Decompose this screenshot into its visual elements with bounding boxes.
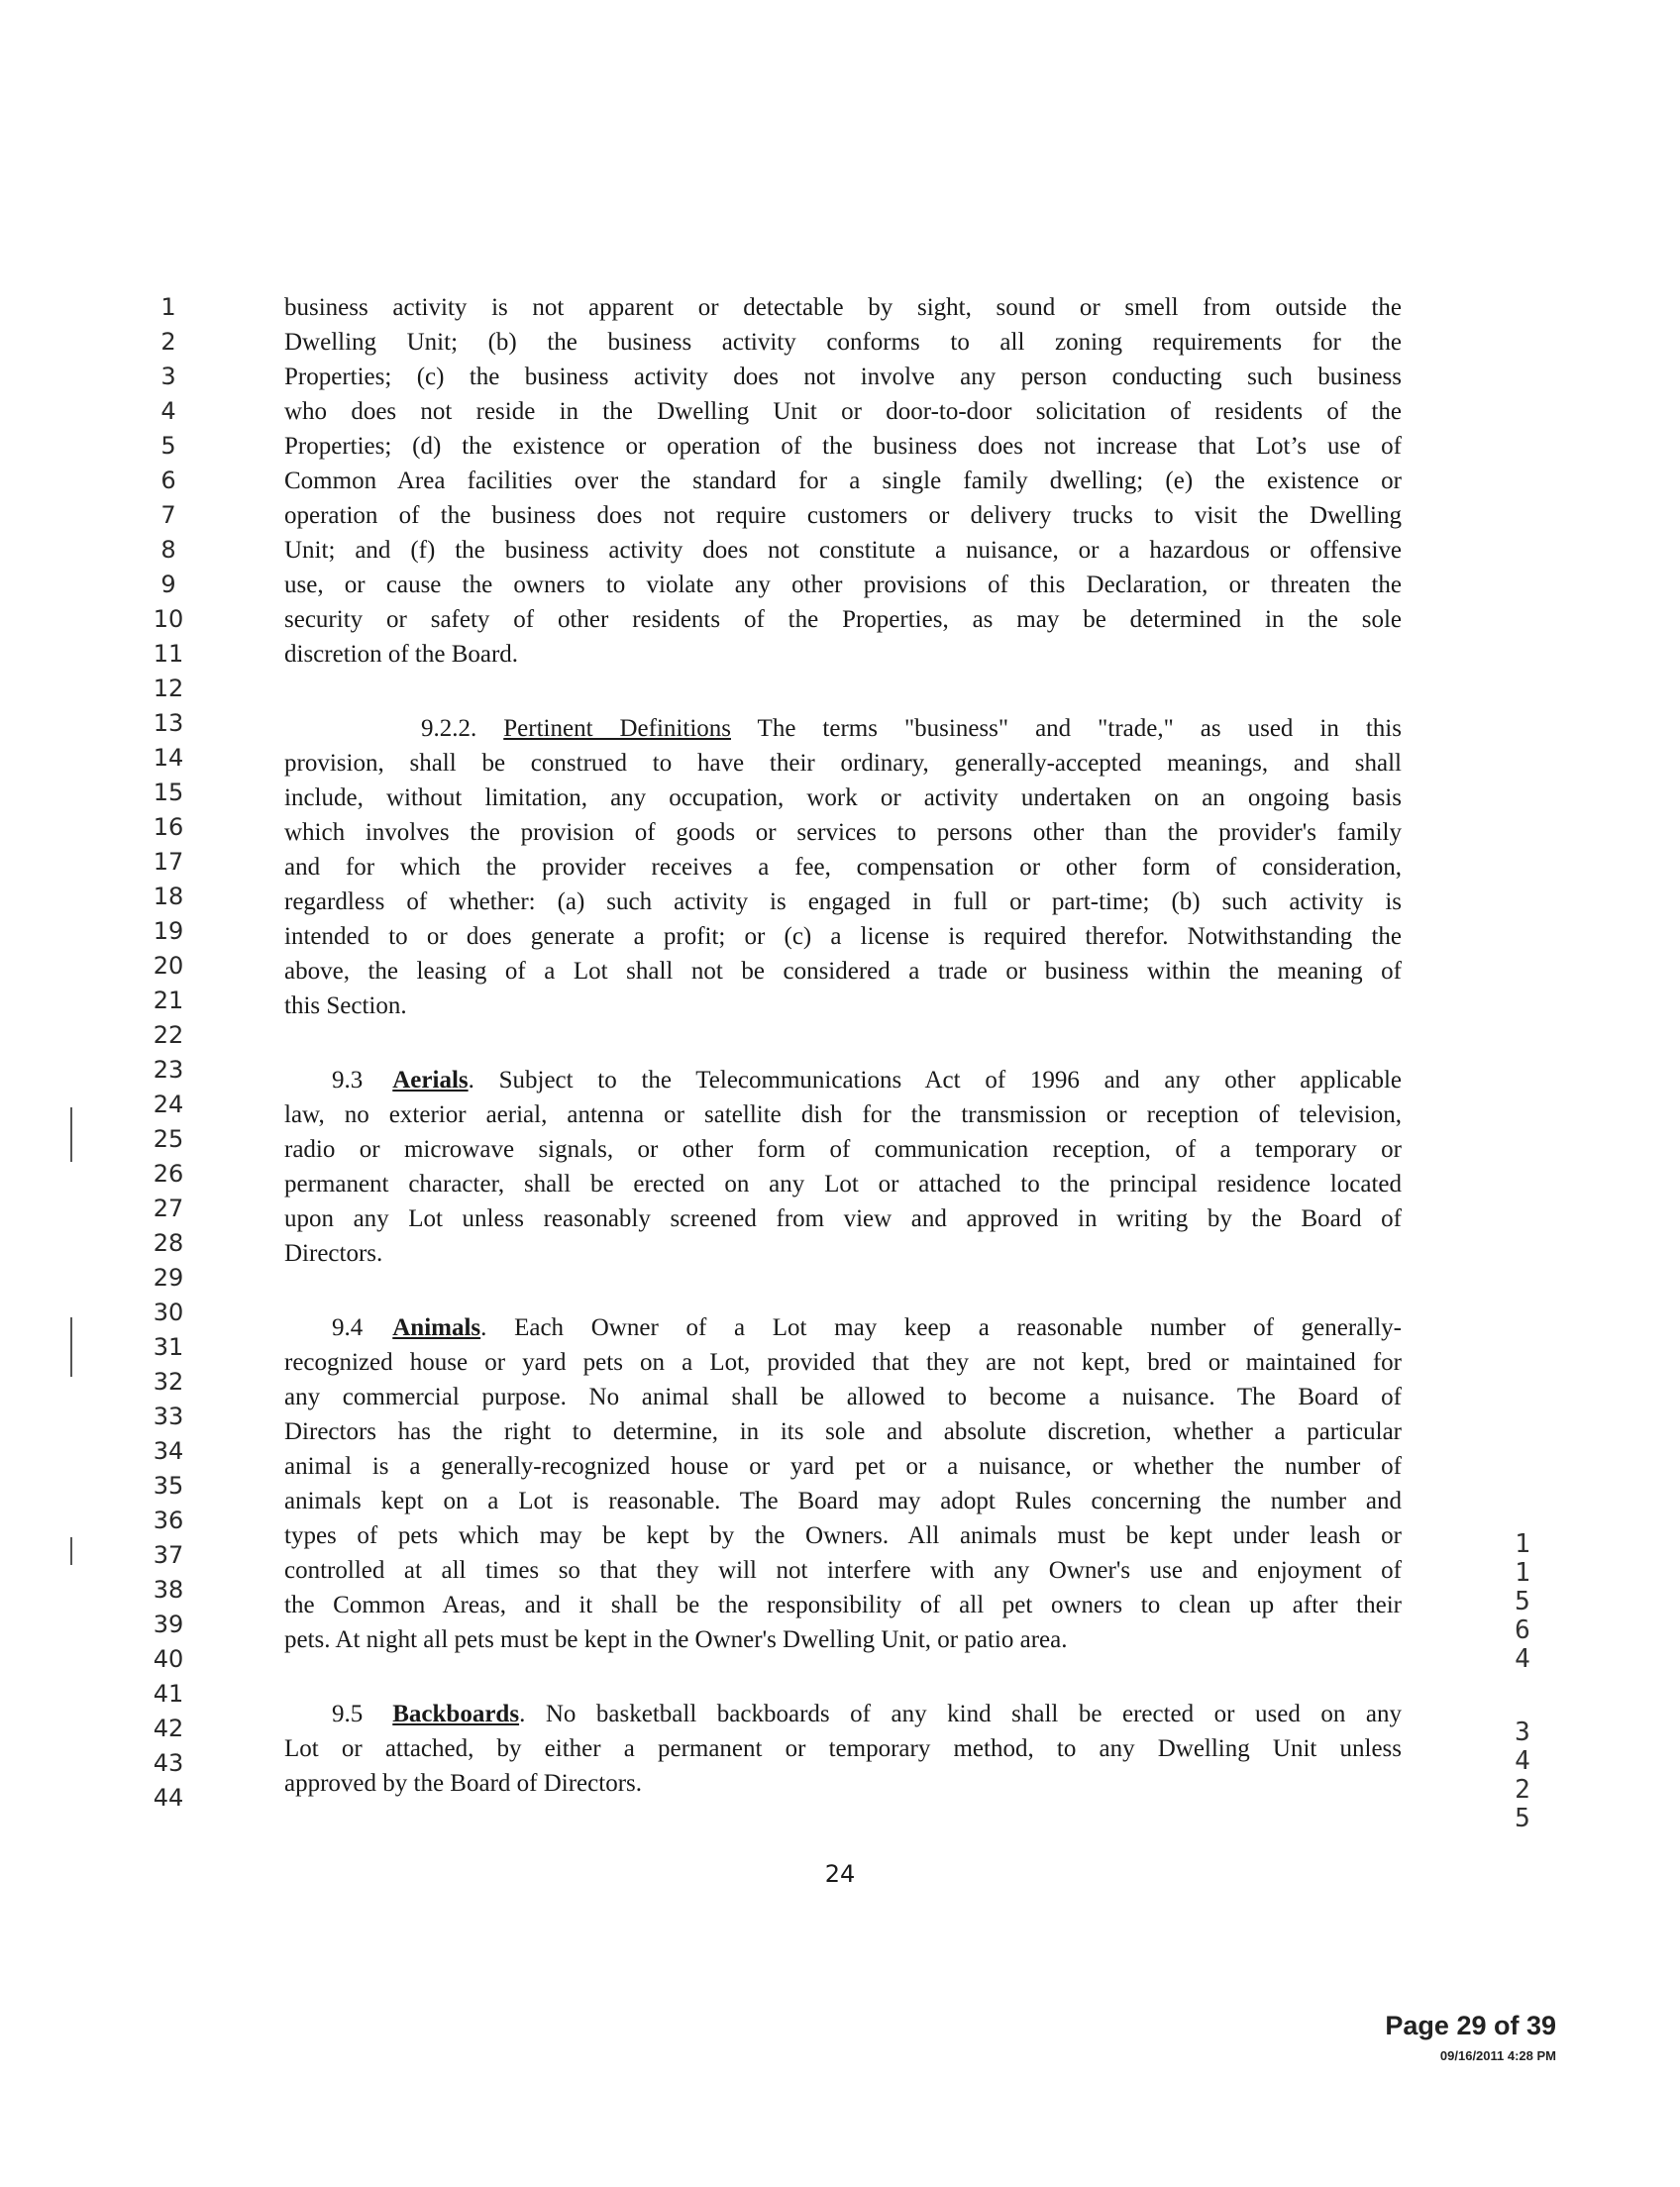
line-number: 20 <box>153 952 184 980</box>
text-line: Unit; and (f) the business activity does not constitute a nuisance, or a hazardous or offensive <box>284 537 1402 564</box>
line-number: 42 <box>153 1715 184 1742</box>
text-line: pets. At night all pets must be kept in the Owner's Dwelling Unit, or patio area. <box>284 1626 1068 1653</box>
text-line: and for which the provider receives a fee, compensation or other form of consideration, <box>284 854 1402 881</box>
text-line: security or safety of other residents of the Properties, as may be determined in the sole <box>284 606 1402 633</box>
text-line: Properties; (d) the existence or operation of the business does not increase that Lot’s use of <box>284 433 1402 460</box>
section-9-2-2-first-line <box>421 711 1402 746</box>
text-line: provision, shall be construed to have their ordinary, generally-accepted meanings, and shall <box>284 750 1402 777</box>
line-number: 11 <box>153 640 184 668</box>
stamp-digit: 3 <box>1515 1718 1530 1747</box>
section-heading: Aerials <box>392 1067 469 1094</box>
line-number: 18 <box>153 883 184 910</box>
line-number: 30 <box>153 1299 184 1326</box>
line-number: 24 <box>153 1091 184 1118</box>
stamp-digit: 5 <box>1515 1804 1530 1833</box>
line-number: 17 <box>153 848 184 876</box>
section-heading: Pertinent Definitions <box>503 715 731 742</box>
stamp-digit: 2 <box>1515 1775 1530 1805</box>
stamp-digit: 1 <box>1515 1529 1530 1559</box>
line-number: 25 <box>153 1125 184 1153</box>
line-number: 10 <box>153 605 184 633</box>
line-number: 22 <box>153 1021 184 1049</box>
line-number: 32 <box>153 1368 184 1396</box>
line-number: 23 <box>153 1056 184 1084</box>
text-line: include, without limitation, any occupation, work or activity undertaken on an ongoing basis <box>284 784 1402 811</box>
text-line: intended to or does generate a profit; or (c) a license is required therefor. Notwithstanding the <box>284 923 1402 950</box>
line-number: 3 <box>160 363 176 390</box>
text-line: approved by the Board of Directors. <box>284 1770 642 1797</box>
line-number: 26 <box>153 1160 184 1188</box>
page-number: 24 <box>824 1860 856 1888</box>
section-number: 9.3 <box>332 1067 364 1094</box>
line-number: 14 <box>153 744 184 772</box>
text-line: animal is a generally-recognized house or yard pet or a nuisance, or whether the number of <box>284 1453 1402 1480</box>
line-number: 37 <box>153 1541 184 1569</box>
footer-timestamp: 09/16/2011 4:28 PM <box>1439 2048 1556 2063</box>
stamp-digit: 6 <box>1515 1615 1530 1645</box>
footer-page-count: Page 29 of 39 <box>1385 2011 1556 2040</box>
text-line: business activity is not apparent or detectable by sight, sound or smell from outside the <box>284 294 1402 321</box>
line-number: 2 <box>160 328 176 356</box>
text-line: above, the leasing of a Lot shall not be considered a trade or business within the meaning of <box>284 958 1402 985</box>
section-9-5-first-line <box>332 1697 1402 1731</box>
text-line: regardless of whether: (a) such activity is engaged in full or part-time; (b) such activity is <box>284 888 1402 915</box>
line-number: 27 <box>153 1195 184 1222</box>
line-number: 40 <box>153 1645 184 1673</box>
text-line: which involves the provision of goods or services to persons other than the provider's family <box>284 819 1402 846</box>
text-line: law, no exterior aerial, antenna or satellite dish for the transmission or reception of television, <box>284 1101 1402 1128</box>
section-text: . No basketball backboards of any kind shall be erected or used on any <box>519 1701 1402 1727</box>
text-line: the Common Areas, and it shall be the responsibility of all pet owners to clean up after their <box>284 1592 1402 1618</box>
stamp-digit: 1 <box>1515 1558 1530 1588</box>
text-line: animals kept on a Lot is reasonable. The Board may adopt Rules concerning the number and <box>284 1488 1402 1514</box>
stamp-digit: 4 <box>1515 1644 1530 1674</box>
line-number: 39 <box>153 1611 184 1638</box>
text-line: discretion of the Board. <box>284 641 519 668</box>
section-text: . Each Owner of a Lot may keep a reasonable number of generally- <box>480 1314 1402 1341</box>
line-number: 16 <box>153 813 184 841</box>
line-number: 29 <box>153 1264 184 1292</box>
line-number: 4 <box>160 397 176 425</box>
section-text: The terms "business" and "trade," as used in this <box>757 715 1402 742</box>
line-number: 28 <box>153 1229 184 1257</box>
text-line: Directors. <box>284 1240 383 1267</box>
section-9-3-first-line <box>332 1063 1402 1097</box>
line-number: 36 <box>153 1507 184 1534</box>
line-number: 33 <box>153 1403 184 1430</box>
line-number: 41 <box>153 1680 184 1708</box>
line-number: 8 <box>160 536 176 564</box>
text-line: controlled at all times so that they will not interfere with any Owner's use and enjoyment of <box>284 1557 1402 1584</box>
text-line: Directors has the right to determine, in its sole and absolute discretion, whether a particular <box>284 1418 1402 1445</box>
line-number: 7 <box>160 501 176 529</box>
line-number: 21 <box>153 987 184 1014</box>
text-line: radio or microwave signals, or other form of communication reception, of a temporary or <box>284 1136 1402 1163</box>
section-number: 9.2.2. <box>421 715 477 742</box>
line-number: 34 <box>153 1437 184 1465</box>
line-number: 6 <box>160 467 176 494</box>
line-number: 38 <box>153 1576 184 1604</box>
line-number: 9 <box>160 571 176 598</box>
text-line: any commercial purpose. No animal shall be allowed to become a nuisance. The Board of <box>284 1384 1402 1410</box>
line-number: 31 <box>153 1333 184 1361</box>
stamp-digit: 5 <box>1515 1587 1530 1616</box>
line-number: 5 <box>160 432 176 460</box>
line-number: 44 <box>153 1784 184 1812</box>
text-line: Common Area facilities over the standard for a single family dwelling; (e) the existence or <box>284 468 1402 494</box>
text-line: types of pets which may be kept by the Owners. All animals must be kept under leash or <box>284 1522 1402 1549</box>
text-line: this Section. <box>284 992 407 1019</box>
line-number: 35 <box>153 1472 184 1500</box>
text-line: who does not reside in the Dwelling Unit or door-to-door solicitation of residents of the <box>284 398 1402 425</box>
text-line: Dwelling Unit; (b) the business activity conforms to all zoning requirements for the <box>284 329 1402 356</box>
margin-change-bar <box>70 1537 72 1565</box>
text-line: permanent character, shall be erected on any Lot or attached to the principal residence located <box>284 1171 1402 1198</box>
line-number: 13 <box>153 709 184 737</box>
margin-change-bar <box>70 1317 72 1377</box>
line-number: 12 <box>153 675 184 702</box>
stamp-digit: 4 <box>1515 1746 1530 1776</box>
section-number: 9.5 <box>332 1701 364 1727</box>
line-number: 15 <box>153 779 184 806</box>
line-number: 1 <box>160 293 176 321</box>
line-number: 19 <box>153 917 184 945</box>
section-9-4-first-line <box>332 1310 1402 1345</box>
text-line: use, or cause the owners to violate any other provisions of this Declaration, or threaten the <box>284 572 1402 598</box>
margin-change-bar <box>70 1107 72 1162</box>
line-number: 43 <box>153 1749 184 1777</box>
section-text: . Subject to the Telecommunications Act of 1996 and any other applicable <box>468 1067 1402 1094</box>
section-number: 9.4 <box>332 1314 364 1341</box>
text-line: Properties; (c) the business activity does not involve any person conducting such business <box>284 364 1402 390</box>
text-line: recognized house or yard pets on a Lot, provided that they are not kept, bred or maintained for <box>284 1349 1402 1376</box>
section-heading: Animals <box>392 1314 481 1341</box>
text-line: operation of the business does not require customers or delivery trucks to visit the Dwelling <box>284 502 1402 529</box>
text-line: Lot or attached, by either a permanent or temporary method, to any Dwelling Unit unless <box>284 1735 1402 1762</box>
text-line: upon any Lot unless reasonably screened from view and approved in writing by the Board of <box>284 1205 1402 1232</box>
section-heading: Backboards <box>392 1701 520 1727</box>
